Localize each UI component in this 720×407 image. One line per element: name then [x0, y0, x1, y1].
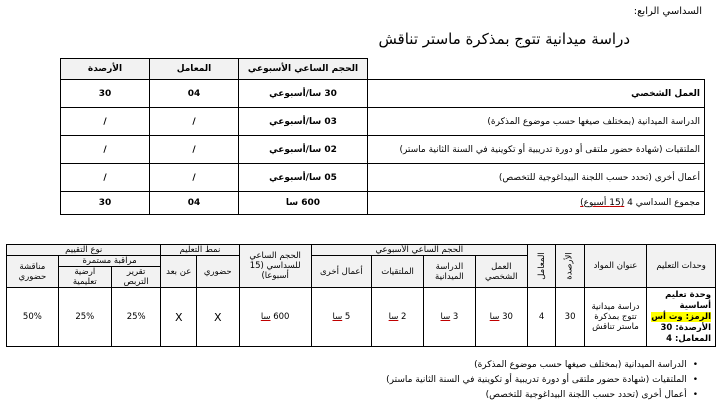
material-credits: 30 [556, 288, 584, 347]
total-hours: 600 سا [239, 192, 368, 215]
personal-work-unit: سا [489, 312, 500, 322]
summary-total-row [61, 192, 705, 215]
personal-work-number: 30 [502, 312, 513, 322]
unit-header-row-1 [7, 245, 716, 256]
header-internship-report: تقرير التربص [111, 267, 161, 288]
row-credits: / [61, 136, 150, 164]
total-weeks: (15 أسبوع) [580, 198, 625, 208]
header-coefficient: المعامل [150, 59, 239, 80]
semester-label: السداسي الرابع: [633, 6, 702, 17]
row-description: العمل الشخصي [368, 80, 705, 108]
unit-code [651, 312, 711, 323]
summary-row [61, 164, 705, 192]
other-work-unit: سا [332, 312, 343, 322]
seminars-unit: سا [388, 312, 399, 322]
row-hours: 03 سا/أسبوعي [239, 108, 368, 136]
unit-coefficient: المعامل: 4 [666, 333, 711, 344]
notes-list [386, 358, 698, 403]
internship-percentage: 25% [111, 288, 161, 347]
total-credits: 30 [61, 192, 150, 215]
summary-row [61, 108, 705, 136]
unit-type: وحدة تعليم أساسية [665, 289, 711, 311]
in-person-mark: X [197, 288, 239, 347]
row-description: الملتقيات (شهادة حضور ملتقى أو دورة تدريبية أو تكوينية في السنة الثانية ماستر) [368, 136, 705, 164]
row-hours: 05 سا/أسبوعي [239, 164, 368, 192]
header-evaluation-type: نوع التقييم [7, 245, 161, 256]
header-seminars: الملتقيات [372, 256, 424, 288]
summary-header-row [61, 59, 705, 80]
field-study-unit: سا [440, 312, 451, 322]
field-study-hours [424, 288, 476, 347]
row-coefficient: / [150, 136, 239, 164]
unit-credits: الأرصدة: 30 [660, 322, 711, 333]
teaching-unit-table [6, 244, 716, 347]
header-educational-platform: ارضية تعليمية [58, 267, 111, 288]
unit-code-text: الرمز: وت أس [651, 311, 711, 322]
row-coefficient: / [150, 108, 239, 136]
header-remote: عن بعد [161, 256, 197, 288]
semester-summary-table [60, 58, 705, 215]
row-credits: / [61, 108, 150, 136]
row-coefficient: 04 [150, 80, 239, 108]
header-in-person: حضوري [197, 256, 239, 288]
note-item: • الملتقيات (شهادة حضور ملتقى أو دورة تدريبية أو تكوينية في السنة الثانية ماستر) [386, 373, 698, 388]
empty-header-cell [368, 59, 705, 80]
header-personal-work: العمل الشخصي [475, 256, 527, 288]
defense-percentage: 50% [7, 288, 59, 347]
header-continuous-assessment: مراقبة مستمرة [58, 256, 161, 267]
total-coefficient: 04 [150, 192, 239, 215]
summary-row [61, 136, 705, 164]
seminars-hours [372, 288, 424, 347]
personal-work-hours [475, 288, 527, 347]
row-description: الدراسة الميدانية (بمختلف صيغها حسب موضوع المذكرة) [368, 108, 705, 136]
semester-volume-number: 600 [273, 312, 290, 322]
other-work-hours [311, 288, 371, 347]
total-label-text: مجموع السداسي 4 [627, 198, 700, 208]
summary-row [61, 80, 705, 108]
semester-volume [239, 288, 311, 347]
total-label [368, 192, 705, 215]
other-work-number: 5 [344, 312, 351, 322]
header-weekly-hours: الحجم الساعي الأسبوعي [311, 245, 527, 256]
header-weekly-hours: الحجم الساعي الأسبوعي [239, 59, 368, 80]
row-hours: 02 سا/أسبوعي [239, 136, 368, 164]
semester-volume-unit: سا [260, 312, 271, 322]
platform-percentage: 25% [58, 288, 111, 347]
header-credits: الأرصدة [61, 59, 150, 80]
page-title: دراسة ميدانية تتوج بمذكرة ماستر تناقش [378, 30, 630, 48]
header-materials: عنوان المواد [584, 245, 646, 288]
note-item: • أعمال أخرى (تحدد حسب اللجنة البيداغوجية للتخصص) [386, 388, 698, 403]
header-other-work: أعمال أخرى [311, 256, 371, 288]
seminars-number: 2 [401, 312, 407, 322]
remote-mark: X [161, 288, 197, 347]
header-credits [556, 245, 584, 288]
unit-data-row [7, 288, 716, 347]
header-semester-volume: الحجم الساعي للسداسي (15 أسبوعا) [239, 245, 311, 288]
header-credits-text: الأرصدة [565, 252, 576, 280]
header-field-study: الدراسة الميدانية [424, 256, 476, 288]
header-coefficient [527, 245, 556, 288]
header-units: وحدات التعليم [647, 245, 716, 288]
header-defense: مناقشة حضوري [7, 256, 59, 288]
row-credits: / [61, 164, 150, 192]
row-credits: 30 [61, 80, 150, 108]
note-item: • الدراسة الميدانية (بمختلف صيغها حسب موضوع المذكرة) [386, 358, 698, 373]
unit-info-cell [647, 288, 716, 347]
field-study-number: 3 [452, 312, 459, 322]
row-description: أعمال أخرى (تحدد حسب اللجنة البيداغوجية للتخصص) [368, 164, 705, 192]
row-coefficient: / [150, 164, 239, 192]
header-teaching-mode: نمط التعليم [161, 245, 239, 256]
row-hours: 30 سا/أسبوعي [239, 80, 368, 108]
header-coefficient-text: المعامل [536, 252, 547, 280]
material-coefficient: 4 [527, 288, 556, 347]
material-title: دراسة ميدانية تتوج بمذكرة ماستر تناقش [584, 288, 646, 347]
